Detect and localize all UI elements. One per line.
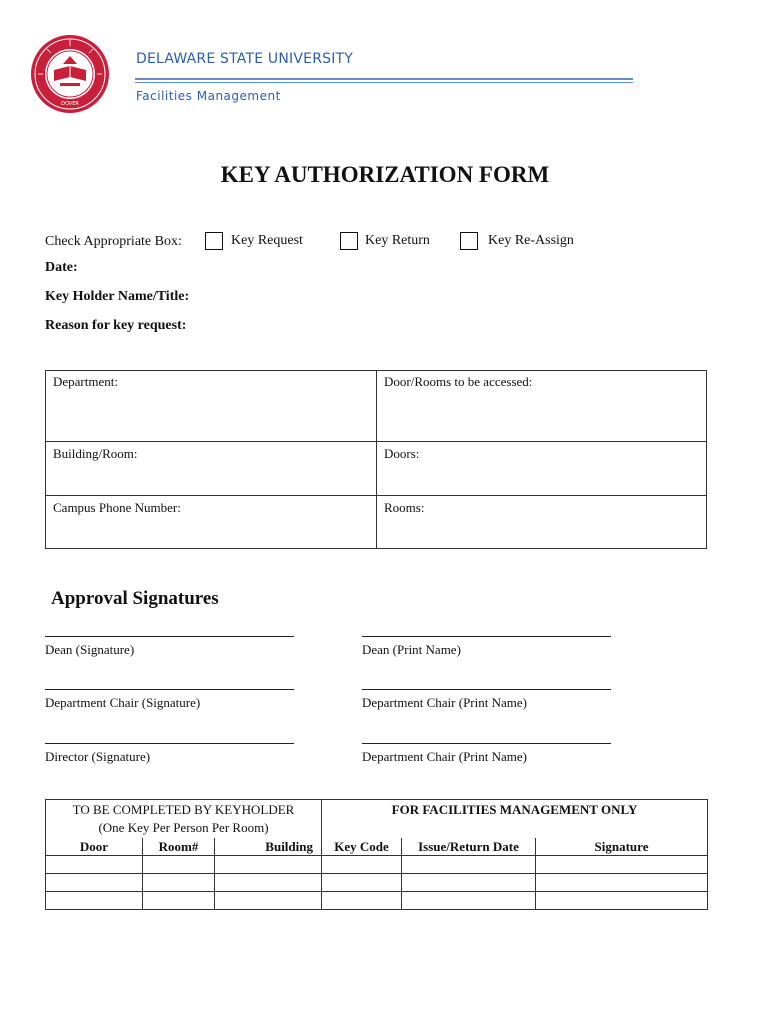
department-name: Facilities Management (136, 89, 281, 103)
campus-phone-field[interactable]: Campus Phone Number: (53, 500, 181, 515)
table-cell[interactable] (46, 874, 143, 892)
table-cell[interactable] (143, 874, 215, 892)
col-signature: Signature (536, 838, 708, 856)
dean-print-label: Dean (Print Name) (362, 642, 461, 657)
door-rooms-field[interactable]: Door/Rooms to be accessed: (384, 374, 533, 389)
key-return-checkbox[interactable] (340, 232, 358, 250)
table-cell[interactable] (143, 892, 215, 910)
col-room: Room# (143, 838, 215, 856)
table-row (46, 874, 708, 892)
col-issue-return-date: Issue/Return Date (402, 838, 536, 856)
key-request-checkbox[interactable] (205, 232, 223, 250)
table-cell[interactable] (322, 856, 402, 874)
doors-field[interactable]: Doors: (384, 446, 420, 461)
director-print-line[interactable] (362, 743, 611, 744)
table-cell[interactable] (402, 856, 536, 874)
keyholder-heading: TO BE COMPLETED BY KEYHOLDER (One Key Per Person Per Room) (46, 800, 322, 839)
approval-heading: Approval Signatures (51, 588, 219, 609)
dean-signature-line[interactable] (45, 636, 294, 637)
table-cell[interactable] (143, 856, 215, 874)
header-rule (135, 78, 633, 80)
col-key-code: Key Code (322, 838, 402, 856)
key-reassign-checkbox[interactable] (460, 232, 478, 250)
table-row (46, 892, 708, 910)
key-holder-label: Key Holder Name/Title: (45, 289, 190, 304)
seal-bottom-text: DOVER (61, 101, 79, 107)
table-cell[interactable] (215, 874, 322, 892)
header-rule-thin (135, 82, 633, 83)
chair-signature-line[interactable] (45, 689, 294, 690)
key-request-label: Key Request (231, 233, 303, 248)
table-cell[interactable] (322, 892, 402, 910)
table-cell[interactable] (536, 856, 708, 874)
key-table (45, 799, 708, 910)
director-print-label: Department Chair (Print Name) (362, 749, 527, 764)
key-return-label: Key Return (365, 233, 430, 248)
rooms-field[interactable]: Rooms: (384, 500, 425, 515)
building-room-field[interactable]: Building/Room: (53, 446, 138, 461)
page-title: KEY AUTHORIZATION FORM (220, 162, 550, 187)
col-door: Door (46, 838, 143, 856)
chair-print-line[interactable] (362, 689, 611, 690)
table-cell[interactable] (536, 892, 708, 910)
table-cell[interactable] (536, 874, 708, 892)
table-cell[interactable] (402, 874, 536, 892)
table-cell[interactable] (402, 892, 536, 910)
dean-signature-label: Dean (Signature) (45, 642, 135, 657)
director-signature-line[interactable] (45, 743, 294, 744)
table-cell[interactable] (215, 892, 322, 910)
director-signature-label: Director (Signature) (45, 749, 151, 764)
dean-print-line[interactable] (362, 636, 611, 637)
table-row (46, 856, 708, 874)
university-seal-icon (30, 34, 110, 114)
table-cell[interactable] (46, 856, 143, 874)
reason-label: Reason for key request: (45, 318, 187, 333)
facilities-heading: FOR FACILITIES MANAGEMENT ONLY (322, 800, 708, 839)
info-grid (45, 370, 707, 549)
department-field[interactable]: Department: (53, 374, 118, 389)
check-label: Check Appropriate Box: (45, 234, 182, 249)
key-reassign-label: Key Re-Assign (488, 233, 574, 248)
chair-signature-label: Department Chair (Signature) (45, 695, 201, 710)
university-name: DELAWARE STATE UNIVERSITY (136, 51, 354, 67)
date-label: Date: (45, 260, 78, 275)
col-building: Building (215, 838, 322, 856)
chair-print-label: Department Chair (Print Name) (362, 695, 527, 710)
table-cell[interactable] (46, 892, 143, 910)
table-cell[interactable] (215, 856, 322, 874)
table-cell[interactable] (322, 874, 402, 892)
